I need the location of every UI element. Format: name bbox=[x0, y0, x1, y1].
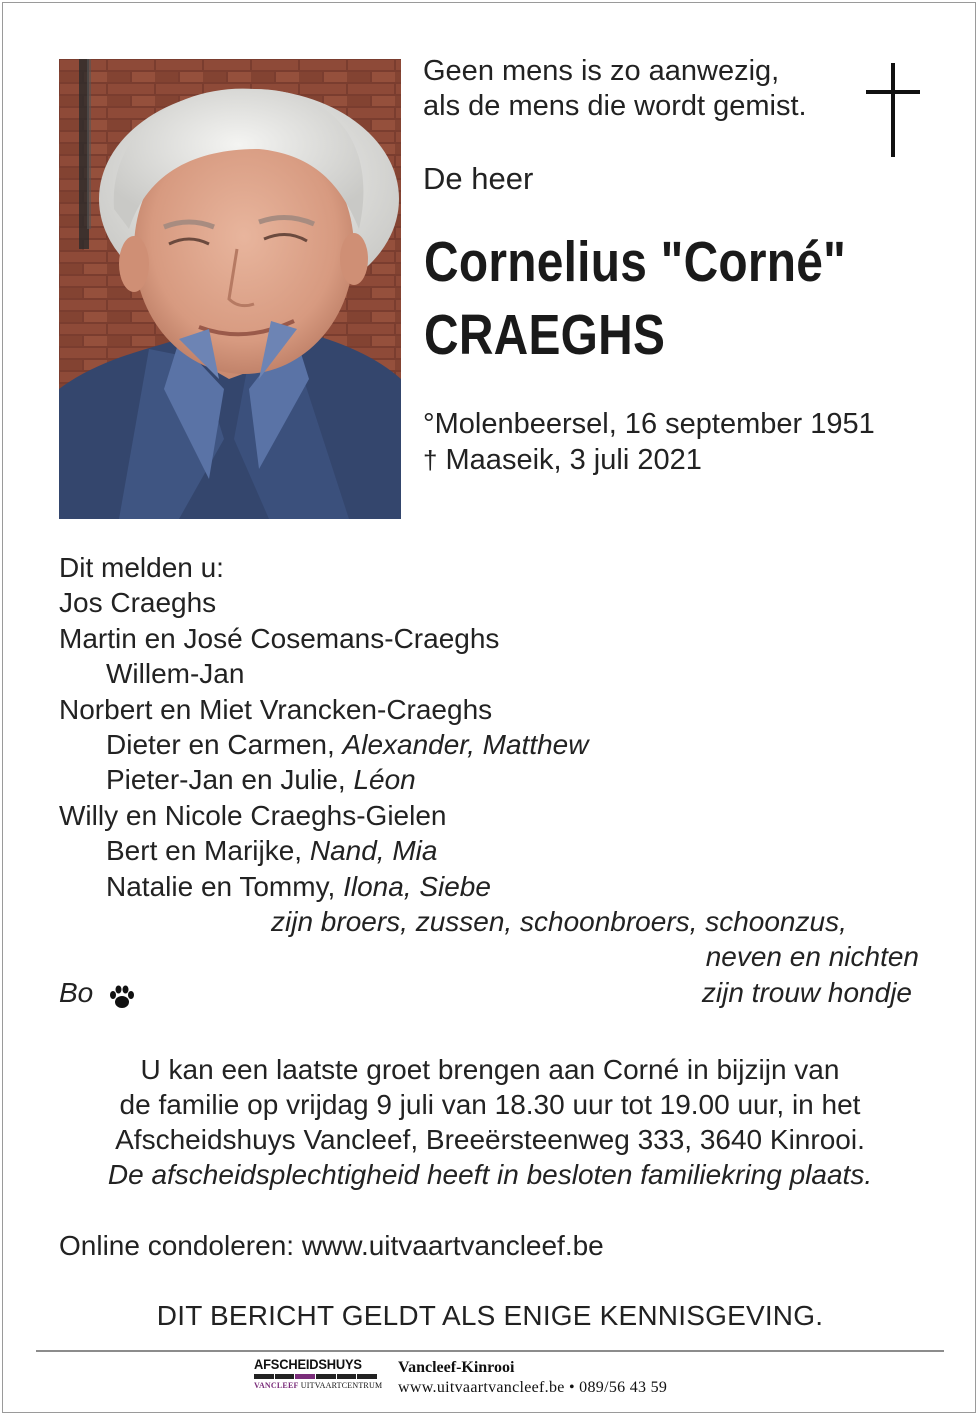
family-list bbox=[59, 550, 939, 1010]
family-children: Ilona, Siebe bbox=[343, 870, 491, 902]
pet-name: Bo bbox=[59, 976, 94, 1008]
family-line: Willem-Jan bbox=[106, 658, 245, 690]
footer-info bbox=[398, 1358, 667, 1398]
portrait-illustration bbox=[59, 59, 401, 519]
death-line bbox=[423, 442, 875, 478]
family-line bbox=[59, 762, 939, 797]
deceased-last-name: CRAEGHS bbox=[424, 303, 666, 367]
dagger-icon: † bbox=[423, 445, 438, 475]
family-intro: Dit melden u: bbox=[59, 552, 224, 583]
deceased-first-name: Cornelius "Corné" bbox=[424, 230, 847, 294]
deceased-name bbox=[424, 226, 878, 372]
family-children: Alexander, Matthew bbox=[342, 729, 589, 761]
visitation-line-4: De afscheidsplechtigheid heeft in besloten familiekring plaats. bbox=[107, 1159, 873, 1190]
family-children: Léon bbox=[353, 764, 416, 796]
family-couple: Dieter en Carmen, bbox=[106, 729, 343, 761]
quote-line-2: als de mens die wordt gemist. bbox=[423, 90, 807, 122]
birth-line: °Molenbeersel, 16 september 1951 bbox=[423, 408, 875, 440]
portrait-photo bbox=[59, 59, 401, 519]
footer-divider bbox=[36, 1350, 944, 1352]
family-line: Martin en José Cosemans-Craeghs bbox=[59, 622, 500, 654]
visitation-info bbox=[40, 1052, 940, 1192]
logo-sub-brand: VANCLEEF bbox=[254, 1381, 299, 1390]
pet-relation: zijn trouw hondje bbox=[701, 976, 912, 1008]
family-line: Norbert en Miet Vrancken-Craeghs bbox=[59, 693, 493, 725]
company-contact: www.uitvaartvancleef.be • 089/56 43 59 bbox=[398, 1379, 668, 1396]
salutation: De heer bbox=[423, 161, 534, 196]
family-line bbox=[59, 869, 939, 904]
relation-line-2: neven en nichten bbox=[705, 941, 919, 973]
family-couple: Bert en Marijke, bbox=[106, 835, 310, 867]
notice: DIT BERICHT GELDT ALS ENIGE KENNISGEVING. bbox=[156, 1300, 824, 1331]
family-couple: Natalie en Tommy, bbox=[106, 870, 344, 902]
paw-print-icon bbox=[109, 982, 135, 1017]
visitation-line-3: Afscheidshuys Vancleef, Breeërsteenweg 333, 3640 Kinrooi. bbox=[115, 1124, 865, 1155]
family-line: Willy en Nicole Craeghs-Gielen bbox=[59, 799, 447, 831]
logo-subtitle bbox=[254, 1381, 383, 1390]
quote bbox=[423, 54, 853, 124]
logo-bar bbox=[254, 1374, 378, 1379]
visitation-line-1: U kan een laatste groet brengen aan Corné in bijzijn van bbox=[140, 1054, 840, 1085]
family-children: Nand, Mia bbox=[309, 835, 438, 867]
company-logo bbox=[254, 1356, 383, 1396]
quote-line-1: Geen mens is zo aanwezig, bbox=[423, 55, 780, 87]
pet-line bbox=[59, 975, 939, 1010]
online-condolence: Online condoleren: www.uitvaartvancleef.be bbox=[59, 1230, 604, 1261]
logo-sub-rest: UITVAARTCENTRUM bbox=[298, 1381, 383, 1390]
family-line bbox=[59, 727, 939, 762]
family-couple: Pieter-Jan en Julie, bbox=[106, 764, 354, 796]
latin-cross-icon bbox=[866, 63, 920, 157]
logo-title: AFSCHEIDSHUYS bbox=[254, 1356, 362, 1372]
visitation-line-2: de familie op vrijdag 9 juli van 18.30 uur tot 19.00 uur, in het bbox=[119, 1089, 861, 1120]
death-text: Maaseik, 3 juli 2021 bbox=[437, 444, 702, 476]
family-line bbox=[59, 833, 939, 868]
company-name: Vancleef-Kinrooi bbox=[398, 1359, 515, 1376]
relation-line-1: zijn broers, zussen, schoonbroers, schoonzus, bbox=[271, 906, 847, 938]
life-dates bbox=[423, 406, 875, 478]
family-line: Jos Craeghs bbox=[59, 587, 217, 619]
